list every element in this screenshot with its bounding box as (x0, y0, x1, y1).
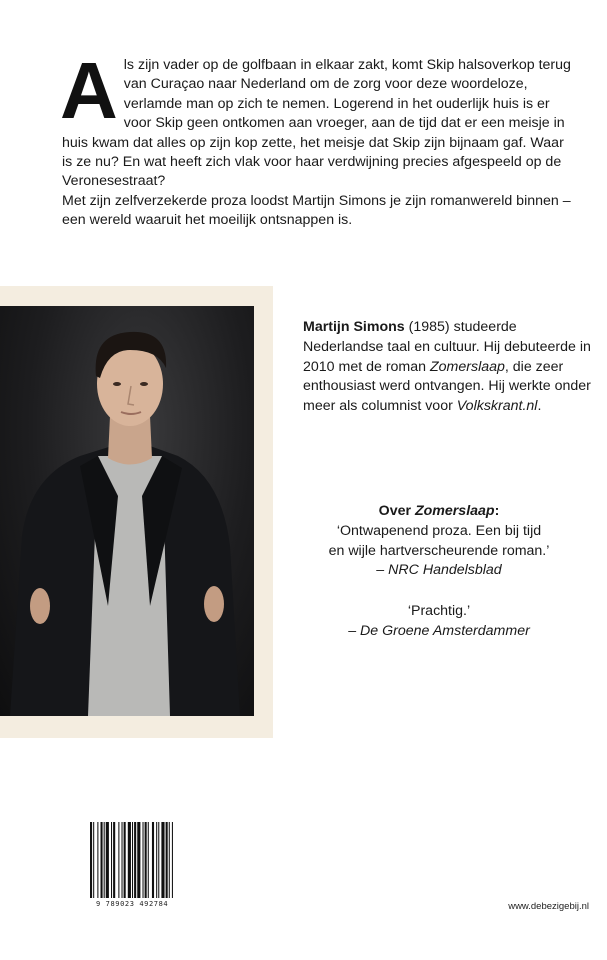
quotes-heading-prefix: Over (378, 503, 415, 519)
quote-1-source-name: NRC Handelsblad (388, 562, 502, 579)
isbn-digits: 9 789023 492784 (96, 900, 169, 908)
quote-2-source-name: De Groene Amsterdammer (360, 622, 530, 639)
quote-1-source (280, 561, 598, 581)
author-photo (0, 306, 254, 716)
quote-2: ‘Prachtig.’ (407, 603, 471, 620)
author-portrait-illustration (0, 306, 254, 716)
drop-cap: A (60, 46, 118, 135)
publisher-url: www.debezigebij.nl (508, 901, 589, 912)
quotes-heading (280, 502, 598, 522)
quote-2-source (280, 622, 598, 642)
quote-1-dash: – (376, 562, 389, 579)
quote-1-line-2: en wijle hartverscheurende roman.’ (328, 542, 550, 559)
bio-text (303, 318, 593, 417)
quotes-heading-book: Zomerslaap (414, 503, 495, 519)
debut-title: Zomerslaap (429, 358, 505, 375)
blurb-closing: Met zijn zelfverzekerde proza loodst Martijn Simons je zijn romanwereld binnen – een wereld waaruit het moeilijk ontsnappen is. (62, 192, 571, 229)
author-bio (303, 318, 593, 417)
press-quotes (280, 502, 598, 642)
bio-part-2: , die zeer enthousiast werd ontvangen. Hij werkte onder meer als columnist voor (303, 358, 591, 415)
back-cover-blurb (60, 46, 572, 231)
author-name: Martijn Simons (303, 319, 405, 335)
quotes-heading-suffix: : (494, 503, 500, 519)
outlet-name: Volkskrant.nl (456, 398, 538, 415)
blurb-text (60, 46, 572, 231)
quote-1-line-1: ‘Ontwapenend proza. Een bij tijd (336, 522, 542, 539)
quote-2-dash: – (348, 622, 361, 639)
blurb-body: ls zijn vader op de golfbaan in elkaar zakt, komt Skip halsoverkop terug van Curaçao naar Nederland om de zorg voor deze woordeloze, verlamde man op zich te nemen. Logerend in het ouderlijk huis is er voor Skip geen ontkomen aan vroeger, aan de tijd dat er een meisje in huis kwam dat alles op zijn kop zette, het meisje dat Skip zijn bijnaam gaf. Waar is ze nu? En wat heeft zich vlak voor haar verdwijning precies afgespeeld op de Veronesestraat? (62, 57, 571, 190)
barcode-bars (88, 822, 200, 900)
bio-part-3: . (537, 398, 542, 415)
bio-part-1: (1985) studeerde Nederlandse taal en cultuur. Hij debuteerde in 2010 met de roman (303, 319, 591, 375)
